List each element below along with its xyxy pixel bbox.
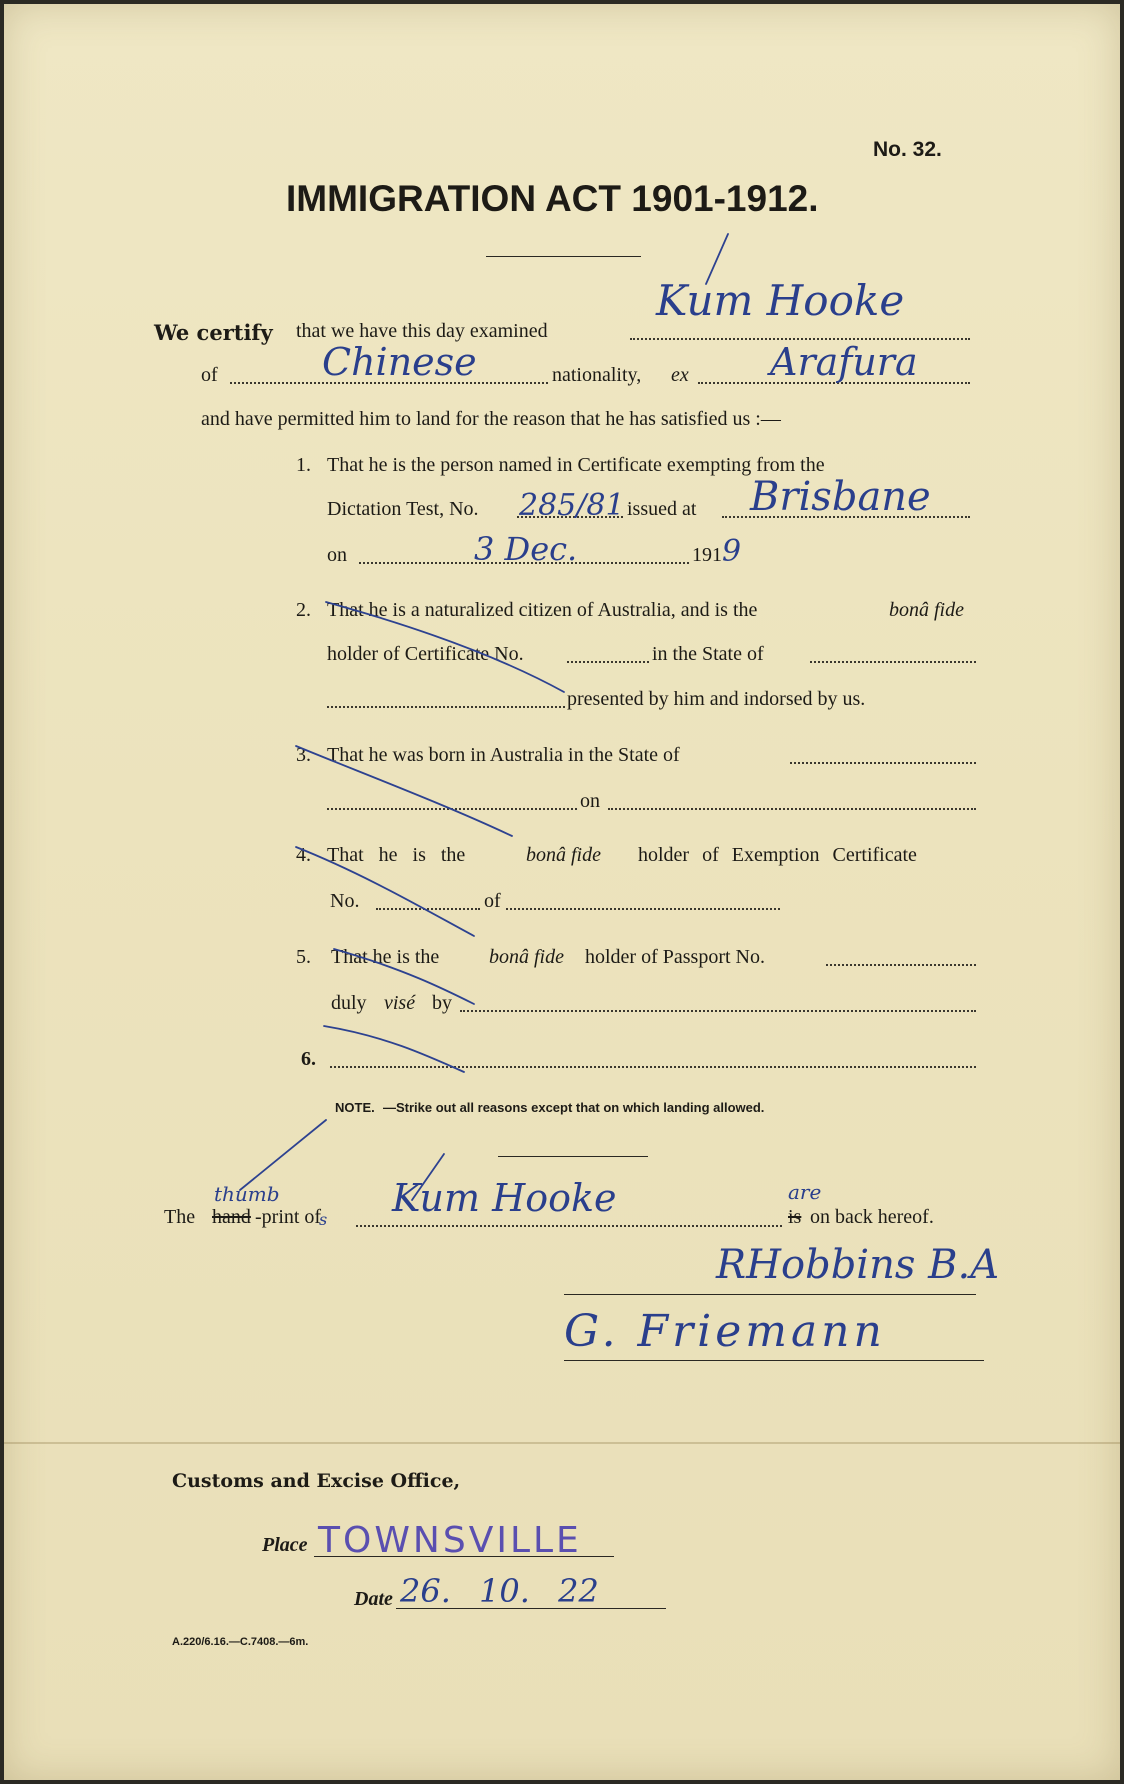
year-suffix: 9 [722, 534, 742, 569]
certificate-number: 285/81 [519, 488, 625, 523]
ex-label: ex [671, 364, 689, 386]
reason-4-text: That he is the [327, 844, 466, 866]
office-title: Customs and Excise Office, [172, 1470, 461, 1492]
reason-3-text: That he was born in Australia in the State of [327, 744, 680, 766]
document-sheet [4, 4, 1120, 1780]
place-label: Place [262, 1534, 308, 1556]
nationality-label: nationality, [552, 364, 642, 386]
document-title: IMMIGRATION ACT 1901-1912. [286, 178, 819, 219]
strike-marks [4, 4, 1120, 1780]
reason-4-bona-fide: bonâ fide [526, 844, 601, 866]
print-name: Kum Hooke [392, 1176, 617, 1220]
reason-5-number: 5. [296, 946, 311, 968]
print-is-struck: is [788, 1206, 802, 1228]
reason-2-text: That he is a naturalized citizen of Australia, and is the [327, 599, 758, 621]
signature-officer-1: RHobbins B.A [716, 1242, 1000, 1288]
issued-at-label: issued at [627, 498, 697, 520]
duly-label: duly [331, 992, 367, 1014]
ship-name: Arafura [770, 340, 918, 384]
reason-3-on-label: on [580, 790, 600, 812]
certify-lead: We certify [154, 320, 273, 345]
strike-note-line [240, 1120, 326, 1190]
presented-text: presented by him and indorsed by us. [567, 688, 866, 710]
strike-reason-5 [334, 949, 474, 1004]
strike-reason-3 [296, 746, 512, 836]
print-thumb-inserted: thumb [214, 1182, 280, 1206]
reason-5-text: That he is the [331, 946, 440, 968]
reason-3-number: 3. [296, 744, 311, 766]
tick-mark-top [706, 234, 728, 284]
reason-4-holder-text: holder of Exemption Certificate [638, 844, 917, 866]
issued-place: Brisbane [750, 474, 931, 520]
nationality-value: Chinese [322, 340, 477, 384]
reason-5-bona-fide: bonâ fide [489, 946, 564, 968]
tick-mark-print [412, 1154, 444, 1200]
passport-label: holder of Passport No. [585, 946, 765, 968]
by-label: by [432, 992, 452, 1014]
strike-reason-2 [326, 602, 564, 692]
place-stamp: TOWNSVILLE [318, 1520, 582, 1561]
reason-2-bona-fide: bonâ fide [889, 599, 964, 621]
strike-reason-4 [296, 847, 474, 936]
reason-1-text: That he is the person named in Certificate exempting from the [327, 454, 825, 476]
certify-text: that we have this day examined [296, 320, 548, 342]
print-on-back: on back hereof. [810, 1206, 934, 1228]
dictation-label: Dictation Test, No. [327, 498, 479, 520]
year-prefix: 191 [692, 544, 722, 566]
signature-officer-2: G. Friemann [564, 1306, 886, 1357]
issued-date: 3 Dec. [474, 530, 578, 568]
note-label: NOTE. [335, 1100, 375, 1115]
print-are-inserted: are [788, 1180, 822, 1204]
reason-1-number: 1. [296, 454, 311, 476]
strike-reason-6 [324, 1026, 464, 1072]
state-of-label: in the State of [652, 643, 764, 665]
print-of-label: -print of [255, 1206, 322, 1228]
reason-4-number: 4. [296, 844, 311, 866]
permitted-text: and have permitted him to land for the reason that he has satisfied us :— [201, 408, 781, 430]
reason-6-number: 6. [301, 1048, 316, 1070]
reason-4-no-label: No. [330, 890, 360, 912]
of-label: of [201, 364, 218, 386]
reason-1-on-label: on [327, 544, 347, 566]
print-s-inserted: s [319, 1210, 328, 1229]
office-date: 26. 10. 22 [400, 1572, 599, 1610]
note-text: —Strike out all reasons except that on which landing allowed. [383, 1100, 765, 1115]
form-number: No. 32. [873, 138, 942, 161]
reason-4-of-label: of [484, 890, 501, 912]
form-print-code: A.220/6.16.—C.7408.—6m. [172, 1636, 309, 1648]
print-the-label: The [164, 1206, 196, 1228]
reason-2-number: 2. [296, 599, 311, 621]
date-label: Date [354, 1588, 393, 1610]
examined-name: Kum Hooke [656, 276, 905, 325]
holder-cert-label: holder of Certificate No. [327, 643, 524, 665]
vise-label: visé [384, 992, 416, 1014]
print-hand-struck: hand [212, 1206, 251, 1228]
